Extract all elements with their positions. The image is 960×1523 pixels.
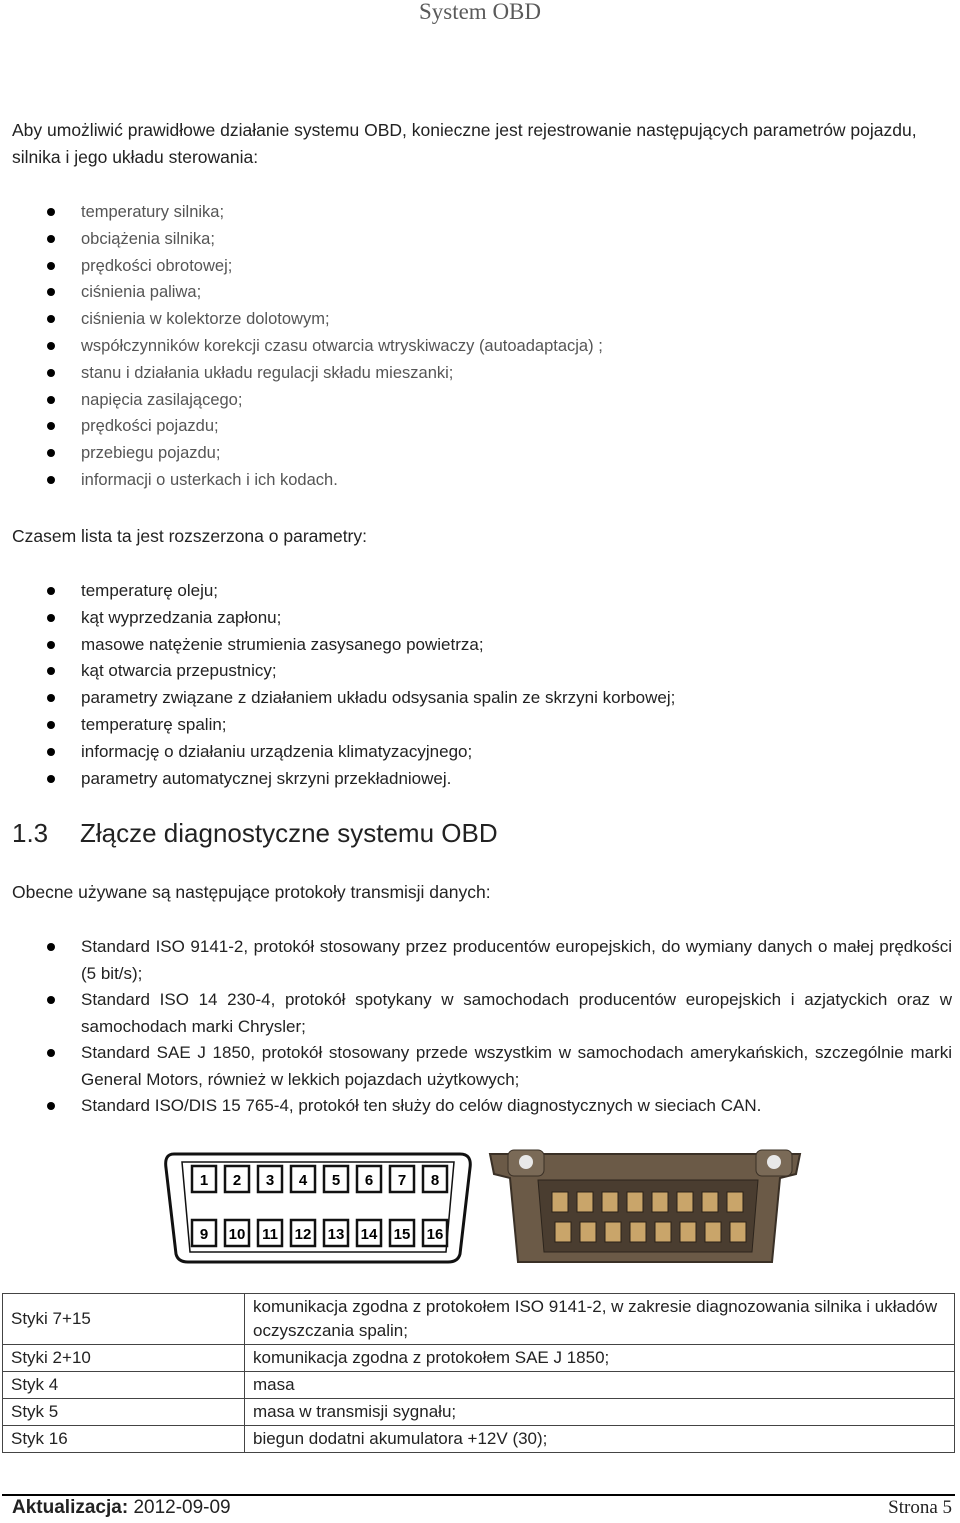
photo-pin bbox=[702, 1192, 718, 1212]
pin-number: 7 bbox=[397, 1172, 407, 1189]
pin-description: komunikacja zgodna z protokołem SAE J 1850; bbox=[245, 1345, 955, 1372]
section-heading bbox=[12, 818, 498, 849]
pin-number: 3 bbox=[265, 1172, 275, 1189]
pin-number: 5 bbox=[331, 1172, 341, 1189]
photo-pin bbox=[730, 1222, 746, 1242]
page-header: System OBD bbox=[418, 0, 542, 24]
table-row bbox=[3, 1345, 955, 1372]
list-item: parametry automatycznej skrzyni przekładniowej. bbox=[0, 766, 952, 793]
section-number: 1.3 bbox=[12, 818, 49, 848]
list-item: Standard ISO/DIS 15 765-4, protokół ten służy do celów diagnostycznych w sieciach CAN. bbox=[0, 1093, 952, 1120]
table-row bbox=[3, 1399, 955, 1426]
list-item: parametry związane z działaniem układu odsysania spalin ze skrzyni korbowej; bbox=[0, 685, 952, 712]
pin-assignment-table bbox=[2, 1293, 955, 1453]
pin-number: 2 bbox=[232, 1172, 242, 1189]
list-item: współczynników korekcji czasu otwarcia wtryskiwaczy (autoadaptacja) ; bbox=[0, 333, 952, 360]
intro-paragraph: Aby umożliwić prawidłowe działanie systemu OBD, konieczne jest rejestrowanie następujących parametrów pojazdu, silnika i jego układu sterowania: bbox=[12, 120, 917, 167]
pin-number: 12 bbox=[294, 1226, 312, 1243]
pin-number: 13 bbox=[327, 1226, 345, 1243]
list-item: Standard ISO 9141-2, protokół stosowany przez producentów europejskich, do wymiany danych o małej prędkości (5 bit/s); bbox=[0, 934, 952, 987]
pin-number: 8 bbox=[430, 1172, 440, 1189]
pin-description: masa w transmisji sygnału; bbox=[245, 1399, 955, 1426]
pin-label: Styk 16 bbox=[3, 1426, 245, 1453]
list-item: obciążenia silnika; bbox=[0, 226, 952, 253]
footer-divider bbox=[2, 1494, 955, 1496]
pin-description: masa bbox=[245, 1372, 955, 1399]
pin-number: 6 bbox=[364, 1172, 374, 1189]
pin-number: 14 bbox=[360, 1226, 378, 1243]
photo-pin bbox=[577, 1192, 593, 1212]
protocols-intro: Obecne używane są następujące protokoły transmisji danych: bbox=[12, 882, 491, 902]
pin-label: Styki 2+10 bbox=[3, 1345, 245, 1372]
footer-page-number: Strona 5 bbox=[888, 1497, 952, 1518]
photo-pin bbox=[602, 1192, 618, 1212]
list-item: ciśnienia paliwa; bbox=[0, 279, 952, 306]
pin-number: 11 bbox=[262, 1226, 278, 1243]
photo-pin bbox=[627, 1192, 643, 1212]
photo-pin bbox=[705, 1222, 721, 1242]
pin-label: Styk 4 bbox=[3, 1372, 245, 1399]
section-title: Złącze diagnostyczne systemu OBD bbox=[80, 818, 498, 848]
photo-pin bbox=[677, 1192, 693, 1212]
list-item: napięcia zasilającego; bbox=[0, 387, 952, 414]
list-item: kąt otwarcia przepustnicy; bbox=[0, 658, 952, 685]
protocols-list bbox=[0, 934, 952, 1120]
list-item: Standard ISO 14 230-4, protokół spotykany w samochodach producentów europejskich i azjatyckich oraz w samochodach marki Chrysler; bbox=[0, 987, 952, 1040]
list-item: informacji o usterkach i ich kodach. bbox=[0, 467, 952, 494]
connector-photo bbox=[490, 1150, 800, 1262]
pin-description: biegun dodatni akumulatora +12V (30); bbox=[245, 1426, 955, 1453]
photo-pin bbox=[555, 1222, 571, 1242]
list-item: przebiegu pojazdu; bbox=[0, 440, 952, 467]
footer-update-label: Aktualizacja: bbox=[12, 1497, 129, 1518]
pin-number: 1 bbox=[199, 1172, 209, 1189]
photo-pin bbox=[727, 1192, 743, 1212]
pin-label: Styk 5 bbox=[3, 1399, 245, 1426]
pin-number: 15 bbox=[393, 1226, 411, 1243]
table-row bbox=[3, 1426, 955, 1453]
list-item: kąt wyprzedzania zapłonu; bbox=[0, 605, 952, 632]
table-row bbox=[3, 1294, 955, 1345]
list-item: ciśnienia w kolektorze dolotowym; bbox=[0, 306, 952, 333]
obd-connector-diagram bbox=[160, 1144, 810, 1269]
list-item: informację o działaniu urządzenia klimatyzacyjnego; bbox=[0, 739, 952, 766]
list-item: Standard SAE J 1850, protokół stosowany przede wszystkim w samochodach amerykańskich, szczególnie marki General Motors, również w lekkich pojazdach użytkowych; bbox=[0, 1040, 952, 1093]
photo-pin bbox=[552, 1192, 568, 1212]
pin-label: Styki 7+15 bbox=[3, 1294, 245, 1345]
extended-parameters-list bbox=[0, 578, 952, 792]
photo-pin bbox=[605, 1222, 621, 1242]
pin-number: 16 bbox=[426, 1226, 444, 1243]
photo-pin bbox=[680, 1222, 696, 1242]
list-item: prędkości pojazdu; bbox=[0, 413, 952, 440]
footer-update-date: 2012-09-09 bbox=[133, 1497, 231, 1518]
pin-number: 4 bbox=[298, 1172, 308, 1189]
photo-pin bbox=[630, 1222, 646, 1242]
photo-pin bbox=[580, 1222, 596, 1242]
photo-pin bbox=[655, 1222, 671, 1242]
list-item: stanu i działania układu regulacji składu mieszanki; bbox=[0, 360, 952, 387]
list-item: temperaturę oleju; bbox=[0, 578, 952, 605]
list-item: masowe natężenie strumienia zasysanego powietrza; bbox=[0, 632, 952, 659]
list-item: temperatury silnika; bbox=[0, 199, 952, 226]
table-row bbox=[3, 1372, 955, 1399]
list-item: prędkości obrotowej; bbox=[0, 253, 952, 280]
list-item: temperaturę spalin; bbox=[0, 712, 952, 739]
pin-description: komunikacja zgodna z protokołem ISO 9141-2, w zakresie diagnozowania silnika i układów oczyszczania spalin; bbox=[245, 1294, 955, 1345]
pin-number: 10 bbox=[228, 1226, 246, 1243]
parameters-list bbox=[0, 199, 952, 494]
extended-list-intro: Czasem lista ta jest rozszerzona o parametry: bbox=[12, 526, 367, 546]
footer-update bbox=[12, 1497, 231, 1519]
pin-number: 9 bbox=[199, 1226, 209, 1243]
obd-connector-figure bbox=[160, 1144, 810, 1269]
photo-pin bbox=[652, 1192, 668, 1212]
